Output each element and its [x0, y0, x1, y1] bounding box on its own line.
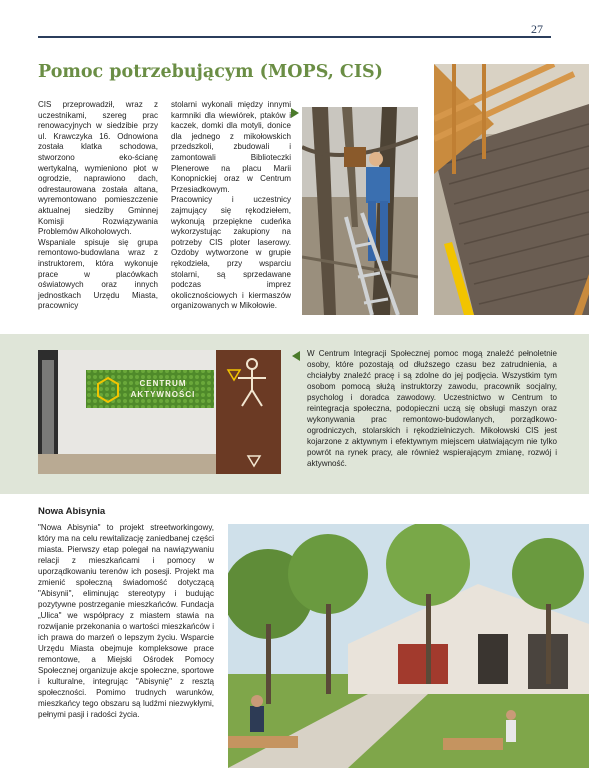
paragraph: Pracownicy i uczestnicy zajmujący się rękodziełem, wykonują przepiękne cudeńka wykorzystując zakupiony na potrzeby CIS ploter laserowy. Ozdoby wytworzone w grupie rękodzieła, przy wsparciu stolarni, są sprzedawane podczas imprez okolicznościowych i kiermaszów organizowanych w Mikołowie.	[171, 195, 291, 311]
page-title: Pomoc potrzebującym (MOPS, CIS)	[38, 62, 383, 82]
header-rule	[38, 36, 551, 38]
photo-staircase	[434, 64, 589, 315]
wall-sign-text: CENTRUM AKTYWNOŚCI	[130, 379, 196, 399]
text-column-2	[171, 100, 291, 312]
paragraph: Wspaniale spisuje się grupa remontowo-budowlana wraz z instruktorem, która wykonuje prace w placówkach oświatowych oraz innych jednostkach Urzędu Miasta, pracownicy	[38, 237, 158, 311]
photo-tree-birdhouse	[302, 107, 418, 315]
cis-description: W Centrum Integracji Społecznej pomoc mogą znaleźć pełnoletnie osoby, które pozostają od dłuższego czasu bez zatrudnienia, a chciałyby znaleźć pracę i są zdolne do jej podjęcia. Wszystkim tym osobom pomocą służą instruktorzy zawodu, pracownik socjalny, psycholog i doradca zawodowy. Uczestnictwo w Centrum to reintegracja społeczna, podopieczni uczą się obsługi maszyn oraz wykonywania prac remontowo-budowlanych, porządkowo-ogrodniczych, stolarskich i rękodzielniczych. Mikołowski CIS jest kojarzone z aktywnym i efektywnym miejscem ułatwiającym nie tylko powrót na rynek pracy, ale również wspierającym zmianę, rozwój i aktywność.	[307, 349, 557, 468]
photo-nowa-abisynia-park	[228, 524, 589, 768]
text-column-3: "Nowa Abisynia" to projekt streetworkingowy, który ma na celu rewitalizację zaniedbanej części miasta. Pierwszy etap polegał na nawiązywaniu relacji z mieszkańcami i pomocy w uporządkowaniu terenów ich posesji. Projekt ma zmienić społeczną świadomość dotyczącą "Abisynii", eliminując stereotypy i budując pozytywne postrzeganie mieszkańców. Fundacja „Ulica" we współpracy z miastem stawia na rozwijanie przekonania o wartości mieszkańców i ich prawa do marzeń o lepszym życiu. Wsparcie Urzędu Miasta obejmuje kompleksowe prace remontowe, a Miejski Ośrodek Pomocy Społecznej organizuje akcje społeczne, sportowe i kulturalne, integrując "Abisynię" z resztą społeczności. Pomimo trudnych warunków, mieszkańcy tego obszaru są ludźmi niezwykłymi, pełnymi pasji i radości życia.	[38, 523, 214, 719]
text-column-1	[38, 100, 158, 312]
caption-arrow-icon	[292, 351, 300, 361]
caption-arrow-icon	[291, 108, 299, 118]
paragraph: CIS przeprowadził, wraz z uczestnikami, szereg prac renowacyjnych w siedzibie przy ul. Krawczyka 16. Odnowiona została klatka schodowa, stworzono eko-ścianę wertykalną, wymieniono płot w ogrodzie, naprawiono dach, odrestaurowana została altana, wyremontowano pomieszczenie aktualnej siedziby Gminnej Komisji Rozwiązywania Problemów Alkoholowych.	[38, 100, 158, 237]
paragraph: stolarni wykonali między innymi karmniki dla wiewiórek, ptaków i kaczek, domki dla motyli, donice dla jednego z mikołowskich przedszkoli, zbudowali i zamontowali Biblioteczki Plenerowe na placu Marii Konopnickiej oraz w Centrum Przesiadkowym.	[171, 100, 291, 194]
section-heading: Nowa Abisynia	[38, 506, 106, 517]
page-number: 27	[531, 22, 543, 36]
photo-centrum-aktywnosci	[38, 350, 281, 474]
